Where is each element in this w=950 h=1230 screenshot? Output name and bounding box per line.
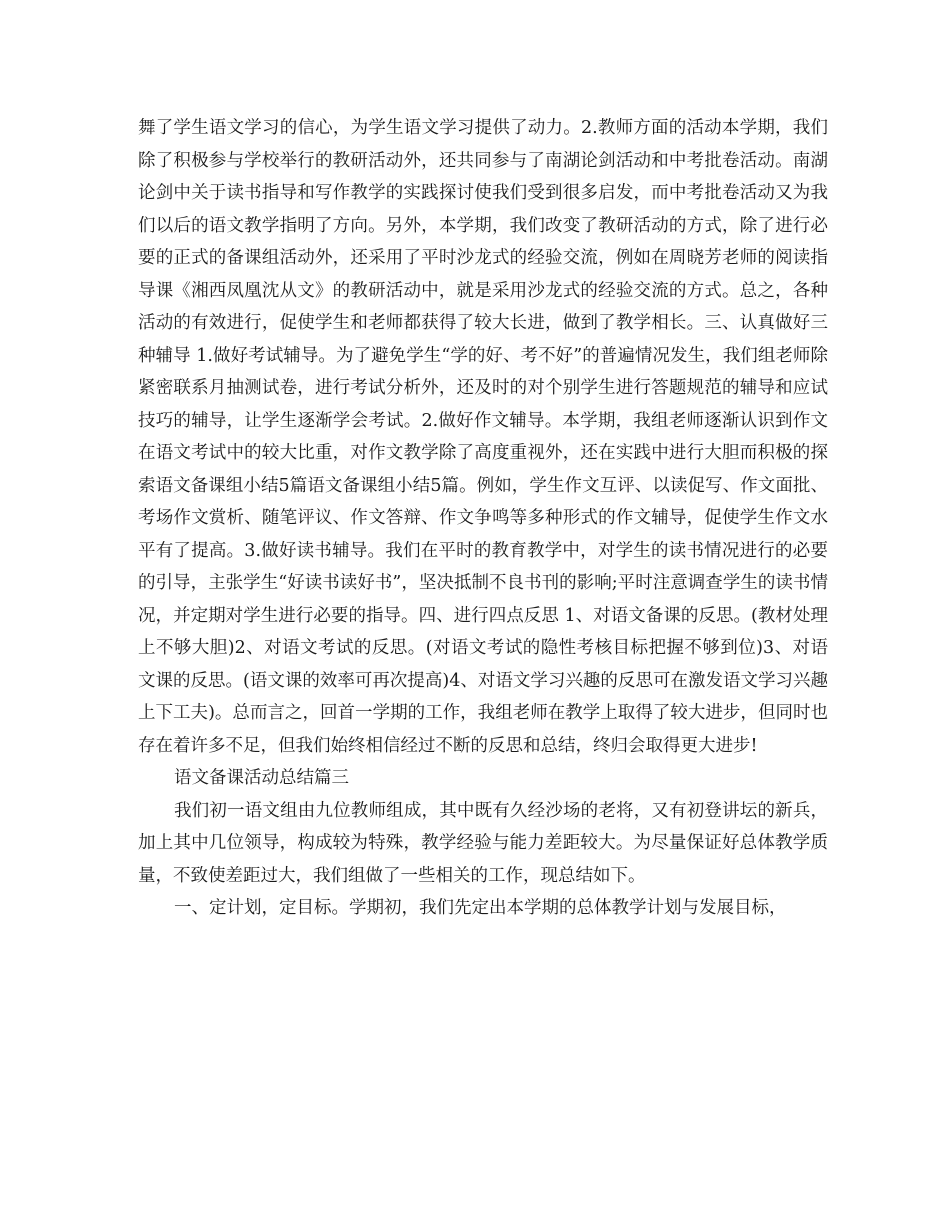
document-page	[138, 112, 828, 925]
section-paragraph-plan: 一、定计划，定目标。学期初，我们先定出本学期的总体教学计划与发展目标，	[174, 898, 787, 918]
body-paragraph-continued: 舞了学生语文学习的信心，为学生语文学习提供了动力。2.教师方面的活动本学期，我们除了积极参与学校举行的教研活动外，还共同参与了南湖论剑活动和中考批卷活动。南湖论剑中关于读书指导和写作教学的实践探讨使我们受到很多启发，而中考批卷活动又为我们以后的语文教学指明了方向。另外，本学期，我们改变了教研活动的方式，除了进行必要的正式的备课组活动外，还采用了平时沙龙式的经验交流，例如在周晓芳老师的阅读指导课《湘西凤凰沈从文》的教研活动中，就是采用沙龙式的经验交流的方式。总之，各种活动的有效进行，促使学生和老师都获得了较大长进，做到了教学相长。三、认真做好三种辅导 1.做好考试辅导。为了避免学生“学的好、考不好”的普遍情况发生，我们组老师除紧密联系月抽测试卷，进行考试分析外，还及时的对个别学生进行答题规范的辅导和应试技巧的辅导，让学生逐渐学会考试。2.做好作文辅导。本学期，我组老师逐渐认识到作文在语文考试中的较大比重，对作文教学除了高度重视外，还在实践中进行大胆而积极的探索语文备课组小结5篇语文备课组小结5篇。例如，学生作文互评、以读促写、作文面批、考场作文赏析、随笔评议、作文答辩、作文争鸣等多种形式的作文辅导，促使学生作文水平有了提高。3.做好读书辅导。我们在平时的教育教学中，对学生的读书情况进行的必要的引导，主张学生“好读书读好书”，坚决抵制不良书刊的影响;平时注意调查学生的读书情况，并定期对学生进行必要的指导。四、进行四点反思 1、对语文备课的反思。(教材处理上不够大胆)2、对语文考试的反思。(对语文考试的隐性考核目标把握不够到位)3、对语文课的反思。(语文课的效率可再次提高)4、对语文学习兴趣的反思可在激发语文学习兴趣上下工夫)。总而言之，回首一学期的工作，我组老师在教学上取得了较大进步，但同时也存在着许多不足，但我们始终相信经过不断的反思和总结，终归会取得更大进步!	[138, 118, 828, 756]
section-paragraph-intro: 我们初一语文组由九位教师组成，其中既有久经沙场的老将，又有初登讲坛的新兵，加上其中几位领导，构成较为特殊，教学经验与能力差距较大。为尽量保证好总体教学质量，不致使差距过大，我们组做了一些相关的工作，现总结如下。	[138, 800, 828, 886]
section-heading: 语文备课活动总结篇三	[174, 768, 349, 788]
